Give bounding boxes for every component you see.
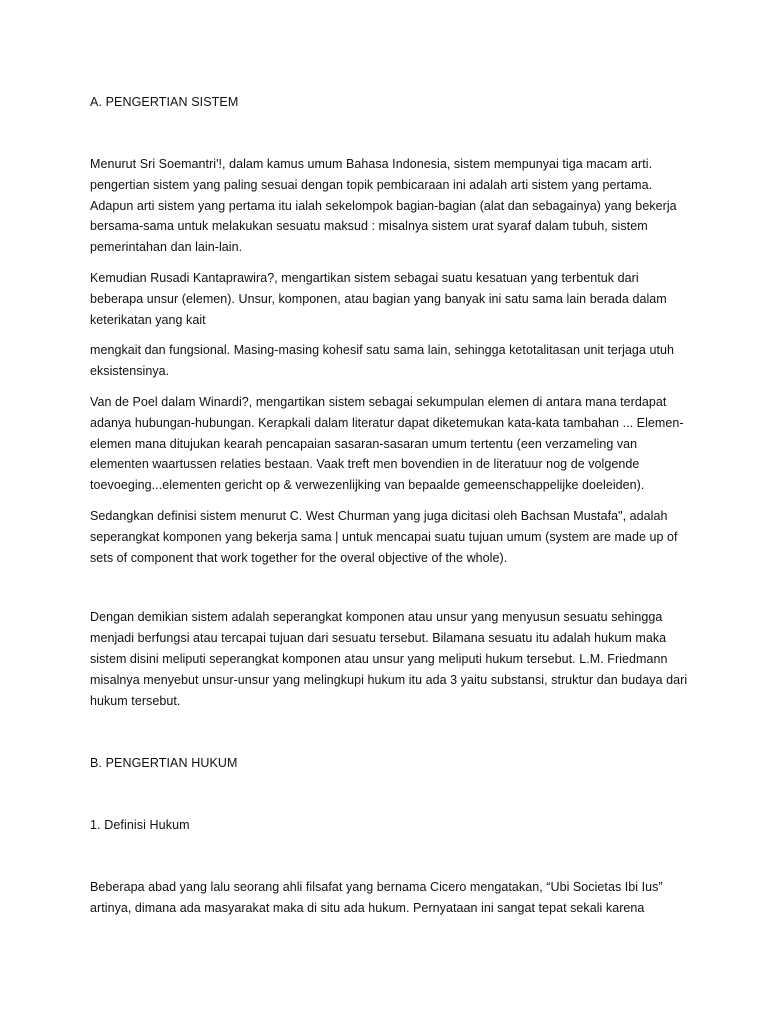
section-heading-b: B. PENGERTIAN HUKUM: [90, 756, 238, 771]
spacer: [90, 711, 690, 753]
section-heading-a: A. PENGERTIAN SISTEM: [90, 95, 239, 109]
spacer: [90, 258, 690, 268]
spacer: [90, 773, 690, 815]
paragraph-soemantri: Menurut Sri Soemantri'!, dalam kamus umum Bahasa Indonesia, sistem mempunyai tiga macam arti. pengertian sistem yang paling sesuai dengan topik pembicaraan ini adalah arti sistem yang pertama. Adapun arti sistem yang pertama itu ialah sekelompok bagian-bagian (alat dan sebagainya) yang bekerja bersama-sama untuk melakukan sesuatu maksud : misalnya sistem urat syaraf dalam tubuh, sistem pemerintahan dan lain-lain.: [90, 157, 677, 255]
spacer: [90, 835, 690, 877]
paragraph-churman: Sedangkan definisi sistem menurut C. West Churman yang juga dicitasi oleh Bachsan Mustafa", adalah seperangkat komponen yang bekerja sama | untuk mencapai suatu tujuan umum (system are made up of sets of component that work together for the overal objective of the whole).: [90, 508, 678, 565]
paragraph-fungsional: mengkait dan fungsional. Masing-masing kohesif satu sama lain, sehingga ketotalitasan unit terjaga utuh eksistensinya.: [90, 343, 674, 379]
spacer: [90, 568, 690, 607]
paragraph-kesimpulan: Dengan demikian sistem adalah seperangkat komponen atau unsur yang menyusun sesuatu sehingga menjadi berfungsi atau tercapai tujuan dari sesuatu tersebut. Bilamana sesuatu itu adalah hukum maka sistem disini meliputi seperangkat komponen atau unsur yang meliputi hukum tersebut. L.M. Friedmann misalnya menyebut unsur-unsur yang melingkupi hukum itu ada 3 yaitu substansi, struktur dan budaya dari hukum tersebut.: [90, 610, 688, 708]
spacer: [90, 382, 690, 392]
subsection-heading-definisi: 1. Definisi Hukum: [90, 818, 190, 833]
paragraph-cicero: Beberapa abad yang lalu seorang ahli filsafat yang bernama Cicero mengatakan, “Ubi Societas Ibi Ius” artinya, dimana ada masyarakat maka di situ ada hukum. Pernyataan ini sangat tepat sekali karena: [90, 880, 663, 916]
paragraph-kantaprawira: Kemudian Rusadi Kantaprawira?, mengartikan sistem sebagai suatu kesatuan yang terbentuk dari beberapa unsur (elemen). Unsur, komponen, atau bagian yang banyak ini satu sama lain berada dalam keterikatan yang kait: [90, 270, 667, 327]
document-page: [90, 92, 690, 919]
spacer: [90, 330, 690, 340]
paragraph-van-de-poel: Van de Poel dalam Winardi?, mengartikan sistem sebagai sekumpulan elemen di antara mana terdapat adanya hubungan-hubungan. Kerapkali dalam literatur dapat diketemukan kata-kata tambahan ... Elemen-elemen mana ditujukan kearah pencapaian sasaran-sasaran umum tertentu (een verzameling van elementen waartussen relaties bestaan. Vaak treft men bovendien in de literatuur nog de volgende toevoeging...elementen gericht op & verwezenlijking van bepaalde gemeenschappelijke doeleiden).: [90, 394, 684, 493]
spacer: [90, 112, 690, 154]
spacer: [90, 496, 690, 506]
